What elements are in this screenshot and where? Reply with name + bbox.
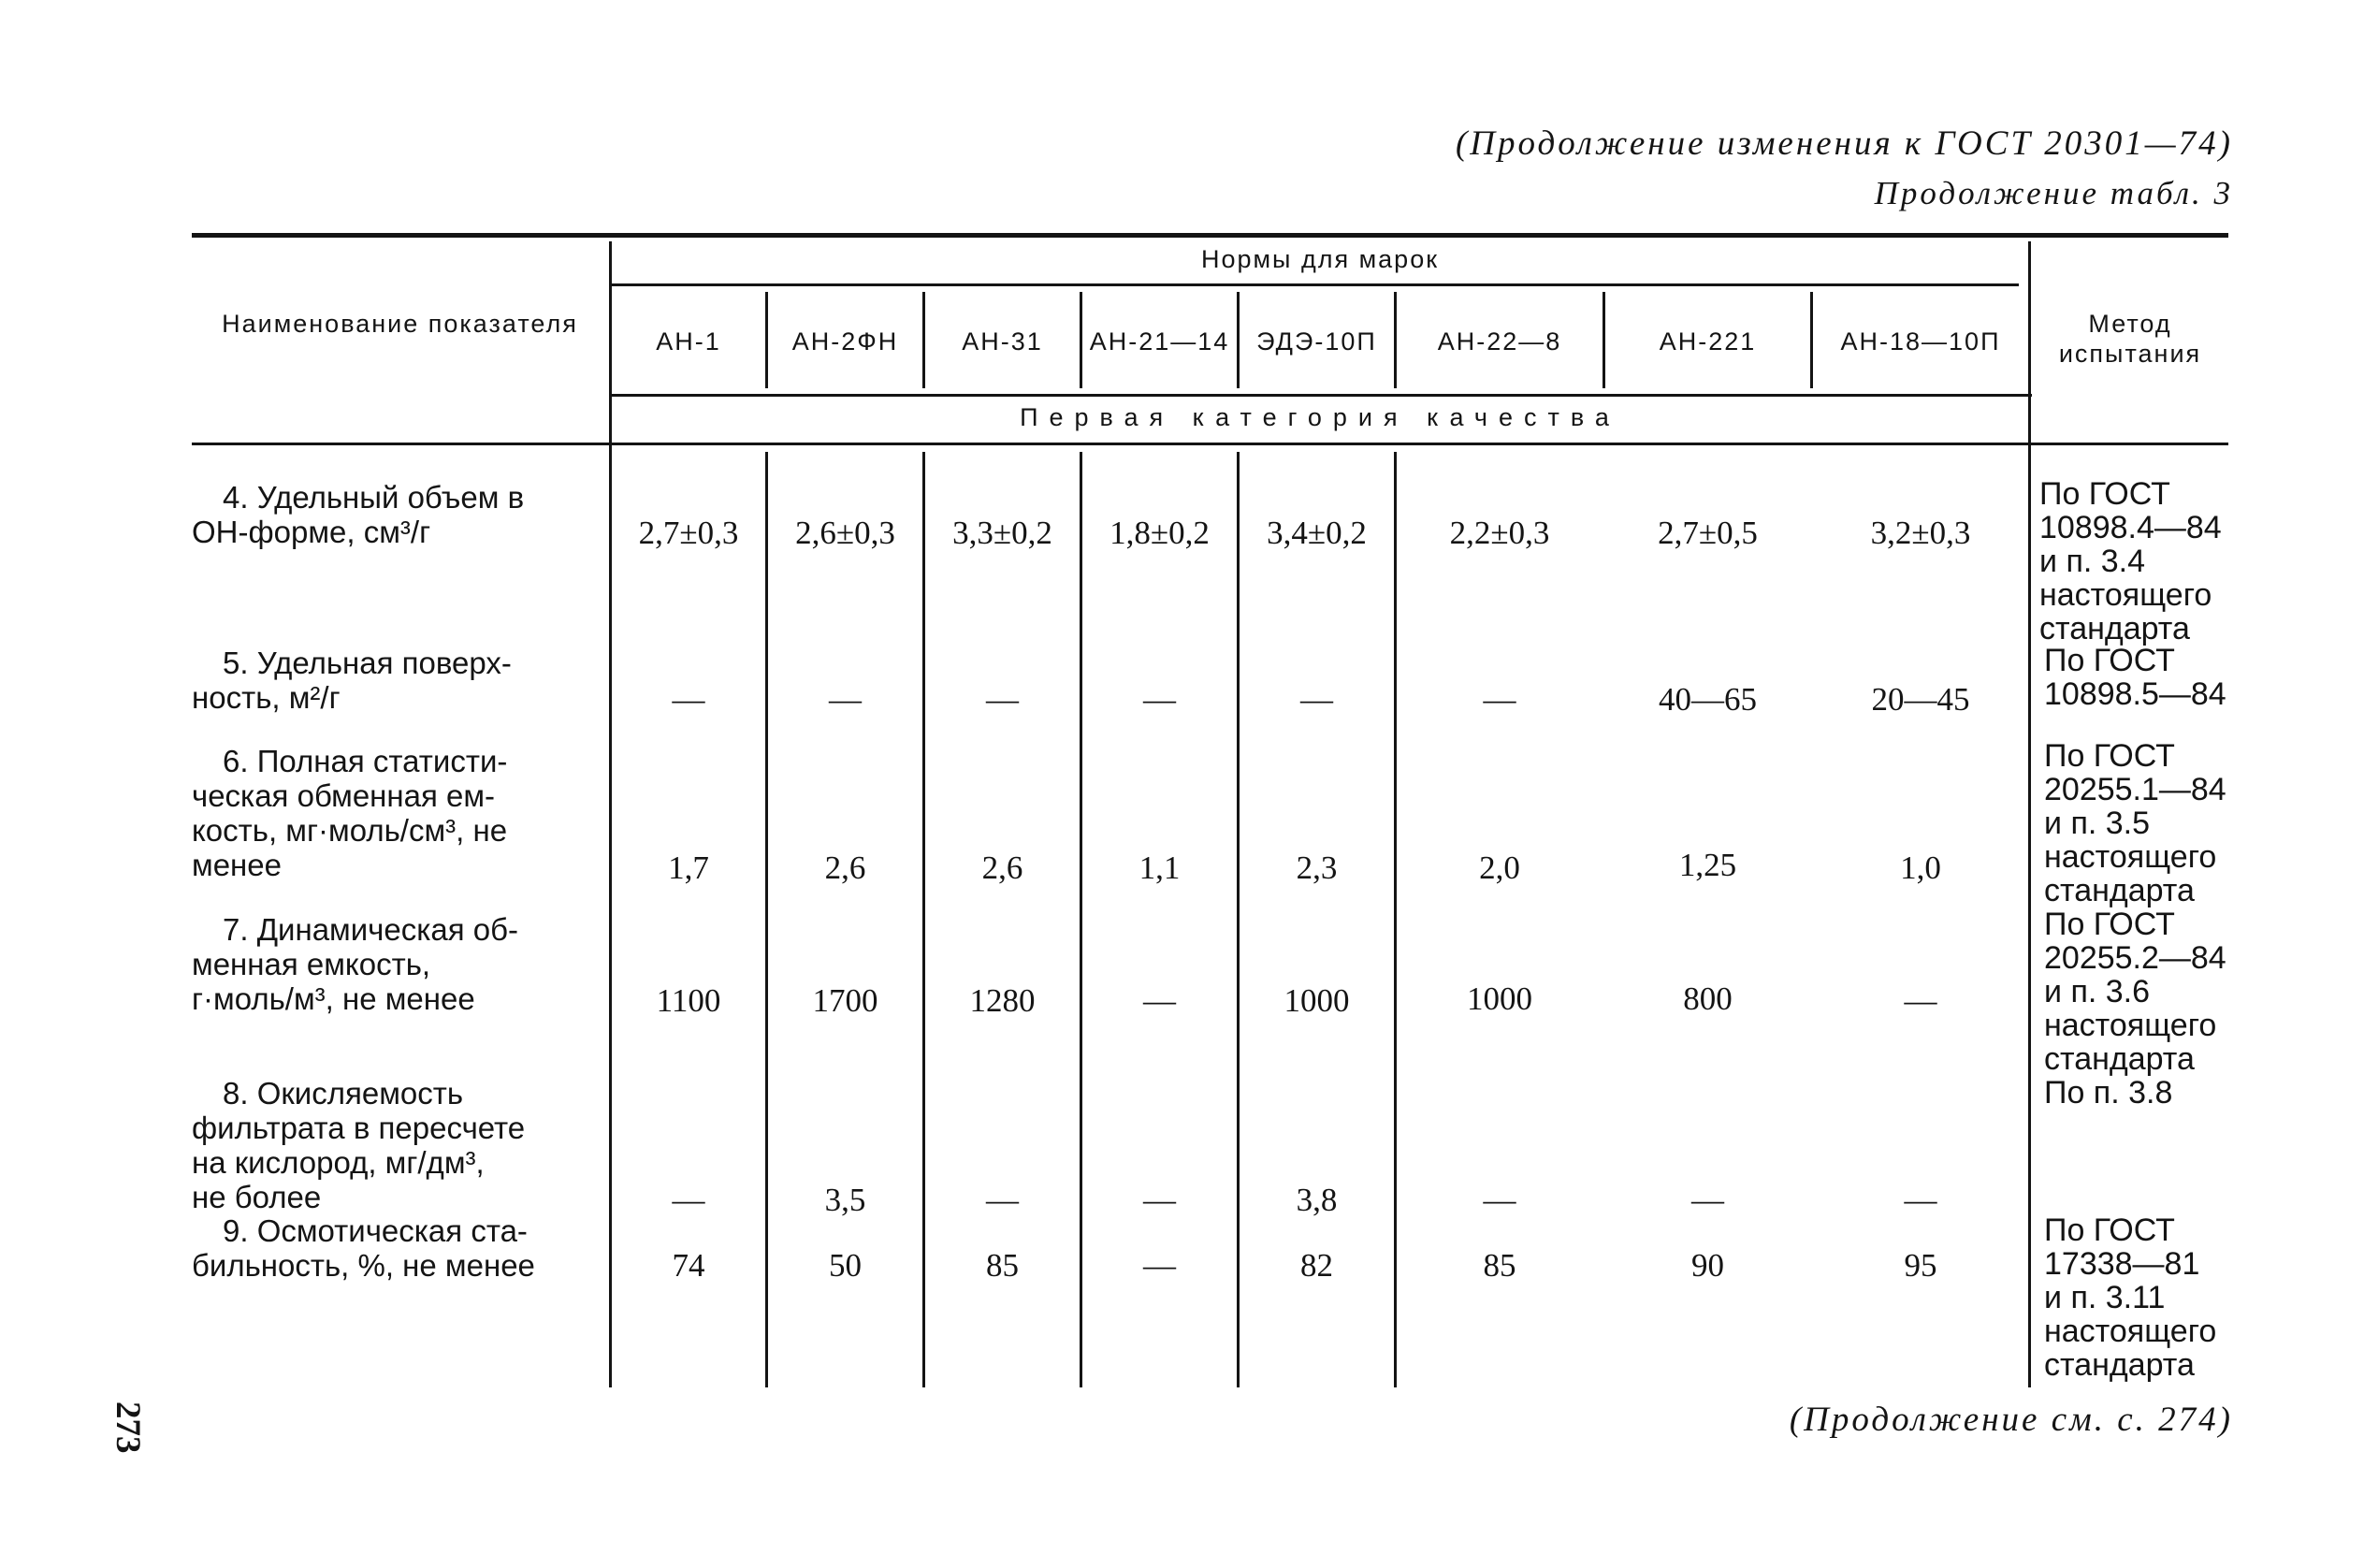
method-line: настоящего [2044,839,2217,875]
value-cell: 20—45 [1871,681,1970,718]
table-continuation-label: Продолжение табл. 3 [1874,175,2233,211]
value-cell: 2,7±0,3 [638,515,739,551]
category-rule [609,394,2032,397]
method-line: По ГОСТ [2044,738,2175,774]
value-cell: 95 [1904,1247,1937,1284]
value-cell: 800 [1683,980,1733,1017]
row-name-4 [192,480,524,549]
method-cell-5 [2044,644,2226,711]
value-cell: 74 [672,1247,705,1284]
value-cell: — [1904,1182,1937,1218]
brand-header: АН-22—8 [1437,327,1562,356]
name-line: на кислород, мг/дм³, [192,1145,485,1180]
name-line: ческая обменная ем- [192,778,496,813]
method-line: стандарта [2044,873,2195,908]
brand-header: АН-2ФН [791,327,899,356]
value-cell: 1700 [812,982,878,1019]
table-top-rule [192,233,2228,238]
value-cell: 1100 [656,982,721,1019]
method-line: 20255.1—84 [2044,772,2226,807]
method-line: По п. 3.8 [2044,1075,2173,1111]
method-line: и п. 3.11 [2044,1280,2166,1315]
method-line: По ГОСТ [2039,476,2170,512]
value-cell: 2,7±0,5 [1658,515,1758,551]
name-line: 4. Удельный объем в [223,480,525,515]
name-line: ность, м²/г [192,680,341,715]
method-line: По ГОСТ [2044,643,2175,678]
method-line: настоящего [2044,1314,2217,1349]
value-cell: 1,0 [1900,849,1941,886]
value-cell: 1000 [1467,980,1532,1017]
name-line: не более [192,1180,322,1214]
method-cell-8 [2044,1076,2172,1110]
header-bottom-rule [192,443,2228,445]
method-line: 10898.5—84 [2044,676,2226,712]
quality-category-header: Первая категория качества [1020,403,1620,431]
value-cell: 1,8±0,2 [1109,515,1210,551]
value-cell: 90 [1691,1247,1724,1284]
value-cell: — [1483,681,1516,718]
value-cell: 1280 [969,982,1036,1019]
value-cell: 3,3±0,2 [952,515,1052,551]
value-cell: 1,7 [668,849,709,886]
continuation-footer: (Продолжение см. с. 274) [1789,1401,2233,1439]
value-cell: 85 [986,1247,1019,1284]
indicator-name-header: Наименование показателя [222,310,578,338]
row-name-5 [192,646,512,715]
name-line: 7. Динамическая об- [223,912,519,947]
value-cell: — [1143,681,1176,718]
value-cell: 85 [1483,1247,1516,1284]
name-line: 6. Полная статисти- [223,744,508,778]
method-cell-9 [2044,1213,2216,1382]
norms-rule [609,283,2019,286]
value-cell: — [986,681,1019,718]
brand-header: АН-21—14 [1089,327,1230,356]
value-cell: — [1300,681,1333,718]
value-cell: — [829,681,862,718]
name-line: ОН-форме, см³/г [192,515,431,549]
name-line: 5. Удельная поверх- [223,646,512,680]
value-cell: — [672,681,705,718]
brand-header: АН-18—10П [1840,327,2001,356]
name-line: бильность, %, не менее [192,1248,535,1283]
brand-header: ЭДЭ-10П [1256,327,1377,356]
method-line: 20255.2—84 [2044,940,2226,976]
method-column-border [2028,241,2031,1387]
method-cell-4 [2039,477,2222,646]
value-cell: — [672,1182,705,1218]
value-cell: 40—65 [1659,681,1757,718]
method-line: и п. 3.6 [2044,974,2151,1009]
brand-header: АН-31 [962,327,1043,356]
row-name-6 [192,744,507,882]
value-cell: 2,3 [1296,849,1338,886]
value-cell: 1000 [1284,982,1350,1019]
name-line: 9. Осмотическая ста- [223,1213,528,1248]
row-name-7 [192,912,518,1016]
name-line: менее [192,848,282,882]
value-cell: 3,8 [1296,1182,1338,1218]
method-line: стандарта [2044,1347,2195,1383]
value-cell: 1,1 [1138,849,1181,886]
value-cell: 3,5 [824,1182,866,1218]
value-cell: — [1691,1182,1724,1218]
value-cell: — [1904,982,1937,1019]
value-cell: 82 [1300,1247,1333,1284]
method-header [2032,309,2228,369]
value-cell: — [986,1182,1019,1218]
row-name-8 [192,1076,525,1214]
brand-header: АН-221 [1659,327,1757,356]
method-header-line: испытания [2058,340,2202,368]
method-line: 10898.4—84 [2039,510,2222,545]
row-name-9 [192,1213,535,1283]
value-cell: 2,6 [981,849,1023,886]
value-cell: — [1143,982,1176,1019]
method-cell-6 [2044,739,2226,907]
name-line: фильтрата в пересчете [192,1111,526,1145]
method-line: По ГОСТ [2044,907,2175,942]
method-line: По ГОСТ [2044,1212,2175,1248]
name-line: менная емкость, [192,947,431,981]
value-cell: 3,2±0,3 [1870,515,1971,551]
method-header-line: Метод [2088,310,2172,338]
name-line: кость, мг·моль/см³, не [192,813,508,848]
name-line: 8. Окисляемость [223,1076,464,1111]
method-line: стандарта [2039,611,2190,646]
brand-header: АН-1 [656,327,721,356]
method-line: и п. 3.5 [2044,806,2151,841]
value-cell: — [1143,1247,1176,1284]
method-line: настоящего [2044,1008,2217,1043]
value-cell: 2,2±0,3 [1449,515,1550,551]
value-cell: 1,25 [1678,847,1737,883]
continuation-header: (Продолжение изменения к ГОСТ 20301—74) [1455,124,2233,163]
value-cell: 2,0 [1479,849,1520,886]
method-line: стандарта [2044,1041,2195,1077]
value-cell: 2,6 [824,849,866,886]
value-cell: — [1143,1182,1176,1218]
page-number: 273 [109,1401,147,1454]
method-line: и п. 3.4 [2039,544,2146,579]
method-cell-7 [2044,907,2226,1076]
value-cell: 3,4±0,2 [1267,515,1367,551]
method-line: настоящего [2039,577,2212,613]
value-cell: 50 [829,1247,862,1284]
name-line: г·моль/м³, не менее [192,981,475,1016]
value-cell: — [1483,1182,1516,1218]
method-line: 17338—81 [2044,1246,2200,1282]
norms-header: Нормы для марок [1200,245,1440,273]
value-cell: 2,6±0,3 [795,515,895,551]
